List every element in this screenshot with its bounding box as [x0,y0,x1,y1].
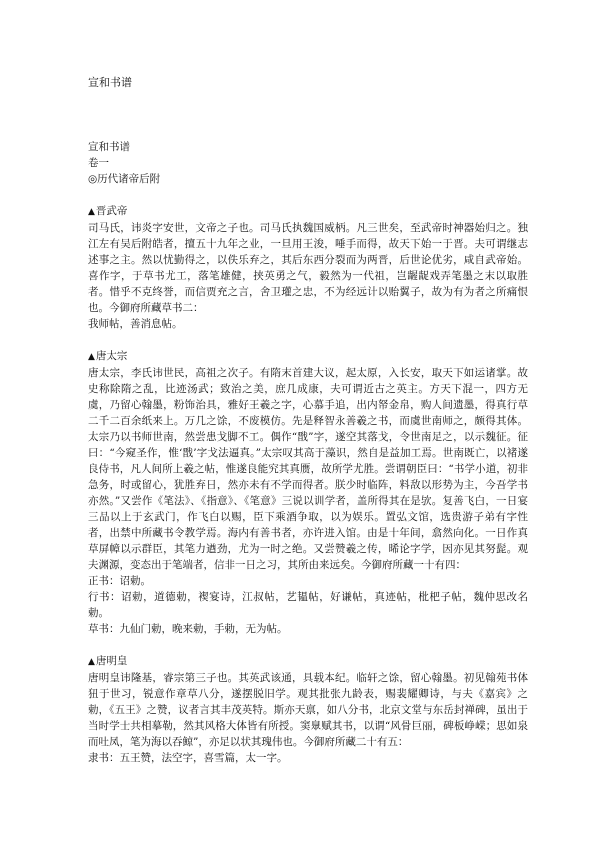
entry-title: 唐太宗 [95,350,128,362]
holdings-list: 隶书：五王赞，法空字，喜雪篇，太一字。 [88,752,288,764]
entry-title: 唐明皇 [95,655,128,667]
entry-body: 司马氏，讳炎字安世，文帝之子也。司马氏执魏国威柄。凡三世矣，至武帝时神器始归之。独江左有吴后附皓者，擅五十九年之业，一旦用王浚，唾手而得，故天下始一于晋。夫可谓继志述事之主。然以忧勤得之，以佚乐弃之，其后东西分裂而为两晋，后世论优劣，咸自武帝始。喜作字，于草书尤工，落笔雄健，挟英勇之气，毅然为一代祖，岂龌龊戏弄笔墨之末以取胜者。惜乎不克终誉，而信贾充之言，舍卫瓘之忠，不为经远计以贻翼子，故为有为者之所痛恨也。今御府所藏草书二： [88,222,528,314]
holdings-list: 草书：九仙门勅，晚来勅，手勅，无为帖。 [88,623,288,635]
volume-label: 卷一 [88,157,109,169]
section-heading: ◎历代诸帝后附 [88,173,161,185]
holdings-list: 正书：诏勅。 [88,575,151,587]
holdings-list: 我师帖，善消息帖。 [88,318,183,330]
running-header-title: 宣和书谱 [88,76,132,89]
document-content [88,139,528,766]
triangle-marker-icon: ▲ [88,207,95,217]
entry-title: 晋武帝 [95,205,128,217]
spacer [88,187,528,203]
triangle-marker-icon: ▲ [88,657,95,667]
entry-body: 唐明皇讳隆基，睿宗第三子也。其英武该通，具载本纪。临轩之馀，留心翰墨。初见翰苑书体狃于世习，锐意作章草八分，遂摆脱旧学。观其批张九龄表，赐裴耀卿诗，与夫《嘉宾》之勅，《五王》之赞，议者言其丰茂英特。斯亦天禀，如八分书，北京文堂与东岳封禅碑，虽出于当时学士共相摹勒，然其风格大体皆有所授。窦臮赋其书，以谓“风骨巨丽，碑板峥嵘；思如泉而吐凤，笔为海以吞鲸”，亦足以状其瑰伟也。今御府所藏二十有五： [88,672,528,748]
entry-heading [88,653,528,670]
holdings-list: 行书：诏勅，道德勅，褉宴诗，江叔帖，艺韫帖，好谦帖，真迹帖，枇杷子帖，魏仲思改名勅。 [88,591,528,619]
spacer [88,332,528,348]
entry-heading [88,203,528,220]
entry-body: 唐太宗，李氏讳世民，高祖之次子。有隋末首建大议，起太原，入长安，取天下如运诸掌。故史称除隋之乱，比迹汤武；致治之美，庶几成康，夫可谓近古之英主。方天下混一，四方无虞，乃留心翰墨，粉饰治具，雅好王羲之字，心慕手追，出内帑金帛，购人间遗墨，得真行草二千二百余纸来上。万几之馀，不废模仿。先是释智永善羲之书，而虞世南师之，颇得其体。太宗乃以书师世南，然尝患戈脚不工。偶作“戬”字，遂空其落戈，令世南足之，以示魏征。征曰：“今窥圣作，惟‘戬’字戈法逼真。”太宗叹其高于藻识，然自是益加工焉。世南既亡，以褚遂良侍书，凡人间所上羲之帖，惟遂良能究其真赝，故所学尤胜。尝谓朝臣曰：“书学小道，初非急务，时或留心，犹胜弃日，然亦未有不学而得者。朕少时临阵，料敌以形势为主，今吾学书亦然。”又尝作《笔法》、《指意》、《笔意》三说以训学者，盖所得其在是欤。复善飞白，一日宴三品以上于玄武门，作飞白以赐，臣下乘酒争取，以为娱乐。置弘文馆，选贵游子弟有字性者，出禁中所藏书令教学焉。海内有善书者，亦许进入馆。由是十年间，翕然向化。一日作真草屏幛以示群臣，其笔力遒劲，尤为一时之绝。又尝赞羲之传，晞论字学，因亦见其努髭。观夫渊源，变态出于笔端者，信非一日之习，其所由来远矣。今御府所藏一十有四： [88,367,528,571]
spacer [88,637,528,653]
triangle-marker-icon: ▲ [88,352,95,362]
book-title: 宣和书谱 [88,141,130,153]
entry-heading [88,348,528,365]
